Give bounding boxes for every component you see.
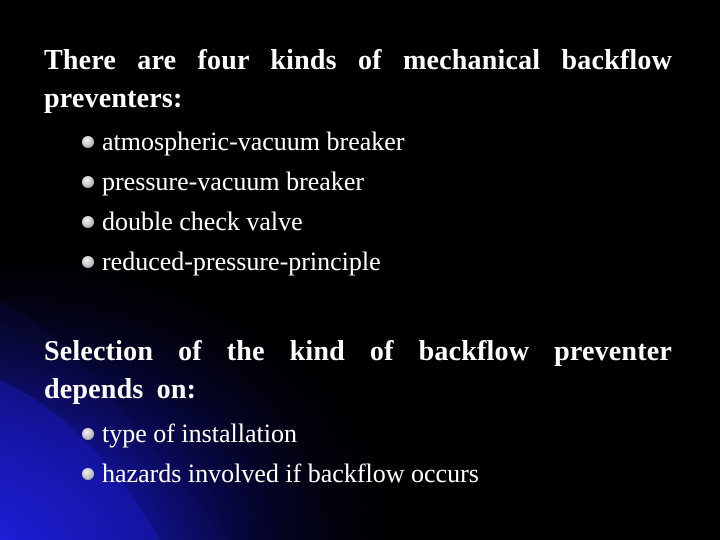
bullet-dot-icon xyxy=(82,176,94,188)
section1-heading: There are four kinds of mechanical backflow preventers: xyxy=(44,45,672,114)
bullet-item xyxy=(82,414,479,454)
bullet-dot-icon xyxy=(82,256,94,268)
bullet-text: pressure-vacuum breaker xyxy=(102,167,365,196)
bullet-text: atmospheric-vacuum breaker xyxy=(102,127,405,156)
bullet-text: reduced-pressure-principle xyxy=(102,247,381,276)
bullet-dot-icon xyxy=(82,216,94,228)
bullet-item xyxy=(82,202,404,242)
bullet-text: hazards involved if backflow occurs xyxy=(102,459,479,488)
bullet-item xyxy=(82,162,404,202)
bullet-dot-icon xyxy=(82,468,94,480)
bullet-text: type of installation xyxy=(102,419,297,448)
bullet-dot-icon xyxy=(82,136,94,148)
bullet-dot-icon xyxy=(82,428,94,440)
section2-heading: Selection of the kind of backflow preventer depends on: xyxy=(44,336,672,405)
bullet-text: double check valve xyxy=(102,207,303,236)
bullet-item xyxy=(82,454,479,494)
section1-bullet-list xyxy=(82,122,404,282)
section2-bullet-list xyxy=(82,414,479,494)
bullet-item xyxy=(82,122,404,162)
bullet-item xyxy=(82,242,404,282)
